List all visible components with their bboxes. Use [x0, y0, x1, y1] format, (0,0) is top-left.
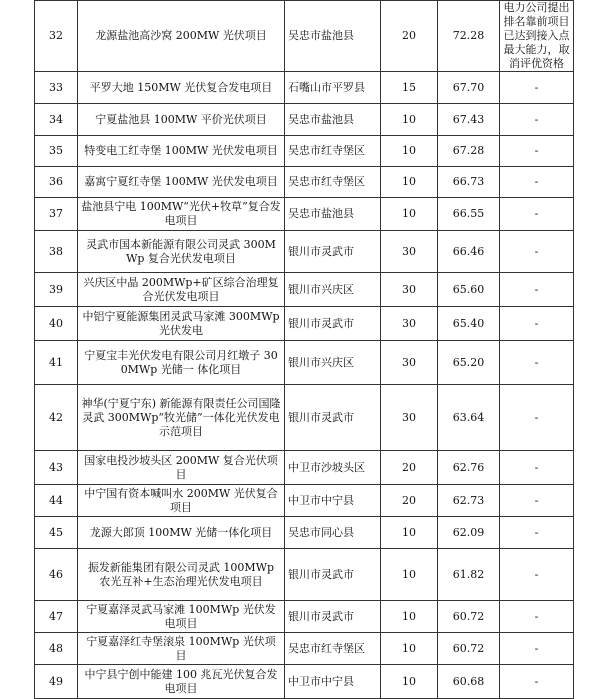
row-number: 47 [35, 601, 78, 633]
table-row [35, 633, 574, 665]
project-location: 银川市灵武市 [285, 385, 381, 451]
project-name: 龙源大郎顶 100MW 光储一体化项目 [78, 517, 285, 549]
project-score: 61.82 [438, 549, 500, 601]
project-score: 60.72 [438, 633, 500, 665]
project-note: - [500, 273, 574, 307]
project-location: 吴忠市同心县 [285, 517, 381, 549]
project-name: 国家电投沙坡头区 200MW 复合光伏项目 [78, 451, 285, 485]
project-capacity: 30 [381, 385, 438, 451]
row-number: 41 [35, 341, 78, 385]
project-score: 65.60 [438, 273, 500, 307]
project-note: - [500, 104, 574, 136]
project-capacity: 20 [381, 1, 438, 72]
project-capacity: 30 [381, 307, 438, 341]
project-score: 66.46 [438, 231, 500, 273]
project-name: 兴庆区中晶 200MWp+矿区综合治理复合光伏发电项目 [78, 273, 285, 307]
project-capacity: 10 [381, 633, 438, 665]
project-score: 62.76 [438, 451, 500, 485]
project-name: 神华(宁夏宁东) 新能源有限责任公司国隆灵武 300MWp“牧光储”一体化光伏发电示范项目 [78, 385, 285, 451]
table-row [35, 549, 574, 601]
project-name: 中宁县宁创中能建 100 兆瓦光伏复合发电项目 [78, 665, 285, 699]
project-score: 65.20 [438, 341, 500, 385]
table-row [35, 451, 574, 485]
project-score: 72.28 [438, 1, 500, 72]
table-row [35, 104, 574, 136]
project-capacity: 10 [381, 517, 438, 549]
project-note: - [500, 385, 574, 451]
project-name: 振发新能集团有限公司灵武 100MWp 农光互补+生态治理光伏发电项目 [78, 549, 285, 601]
project-location: 吴忠市盐池县 [285, 1, 381, 72]
project-location: 银川市灵武市 [285, 549, 381, 601]
project-location: 吴忠市红寺堡区 [285, 633, 381, 665]
project-capacity: 30 [381, 341, 438, 385]
row-number: 35 [35, 136, 78, 167]
project-score: 62.73 [438, 485, 500, 517]
project-score: 63.64 [438, 385, 500, 451]
project-name: 龙源盐池高沙窝 200MW 光伏项目 [78, 1, 285, 72]
table-row [35, 231, 574, 273]
row-number: 48 [35, 633, 78, 665]
project-score: 65.40 [438, 307, 500, 341]
project-name: 中铝宁夏能源集团灵武马家滩 300MWp 光伏发电 [78, 307, 285, 341]
project-location: 银川市灵武市 [285, 307, 381, 341]
project-note: - [500, 665, 574, 699]
row-number: 37 [35, 198, 78, 231]
project-note: - [500, 451, 574, 485]
project-location: 石嘴山市平罗县 [285, 72, 381, 104]
project-location: 吴忠市红寺堡区 [285, 167, 381, 198]
table-row [35, 665, 574, 699]
project-note: - [500, 231, 574, 273]
project-capacity: 10 [381, 549, 438, 601]
project-note: - [500, 633, 574, 665]
project-capacity: 10 [381, 665, 438, 699]
table-row [35, 517, 574, 549]
project-location: 中卫市沙坡头区 [285, 451, 381, 485]
row-number: 43 [35, 451, 78, 485]
project-name: 宁夏宝丰光伏发电有限公司月红墩子 300MWp 光储一 体化项目 [78, 341, 285, 385]
project-location: 中卫市中宁县 [285, 485, 381, 517]
table-row [35, 307, 574, 341]
row-number: 34 [35, 104, 78, 136]
project-note: - [500, 517, 574, 549]
project-score: 60.68 [438, 665, 500, 699]
project-note: - [500, 72, 574, 104]
project-name: 宁夏嘉泽红寺堡滚泉 100MWp 光伏项目 [78, 633, 285, 665]
project-score: 66.73 [438, 167, 500, 198]
table-row [35, 601, 574, 633]
project-name: 盐池县宁电 100MW“光伏+牧草”复合发电项目 [78, 198, 285, 231]
project-location: 银川市灵武市 [285, 231, 381, 273]
project-name: 中宁国有资本喊叫水 200MW 光伏复合项目 [78, 485, 285, 517]
project-note: - [500, 167, 574, 198]
project-name: 宁夏嘉泽灵武马家滩 100MWp 光伏发电项目 [78, 601, 285, 633]
project-location: 银川市兴庆区 [285, 273, 381, 307]
project-score: 67.70 [438, 72, 500, 104]
row-number: 39 [35, 273, 78, 307]
table-row [35, 198, 574, 231]
project-name: 灵武市国本新能源有限公司灵武 300MWp 复合光伏发电项目 [78, 231, 285, 273]
project-score: 60.72 [438, 601, 500, 633]
table-row [35, 385, 574, 451]
project-location: 吴忠市红寺堡区 [285, 136, 381, 167]
project-score: 67.43 [438, 104, 500, 136]
table-row [35, 1, 574, 72]
project-capacity: 10 [381, 601, 438, 633]
project-name: 平罗大地 150MW 光伏复合发电项目 [78, 72, 285, 104]
project-note: - [500, 485, 574, 517]
project-location: 吴忠市盐池县 [285, 104, 381, 136]
table-row [35, 341, 574, 385]
project-location: 中卫市中宁县 [285, 665, 381, 699]
row-number: 32 [35, 1, 78, 72]
project-capacity: 10 [381, 104, 438, 136]
project-capacity: 30 [381, 273, 438, 307]
project-score: 67.28 [438, 136, 500, 167]
project-note: - [500, 601, 574, 633]
row-number: 49 [35, 665, 78, 699]
project-name: 嘉寓宁夏红寺堡 100MW 光伏发电项目 [78, 167, 285, 198]
project-ranking-table [34, 0, 574, 699]
project-score: 62.09 [438, 517, 500, 549]
row-number: 46 [35, 549, 78, 601]
project-note: - [500, 136, 574, 167]
row-number: 33 [35, 72, 78, 104]
row-number: 36 [35, 167, 78, 198]
project-capacity: 10 [381, 198, 438, 231]
project-note: 电力公司提出排名靠前项目已达到接入点最大能力，取消评优资格 [500, 1, 574, 72]
project-location: 吴忠市盐池县 [285, 198, 381, 231]
project-note: - [500, 307, 574, 341]
table-row [35, 136, 574, 167]
table-row [35, 167, 574, 198]
project-location: 银川市灵武市 [285, 601, 381, 633]
project-note: - [500, 198, 574, 231]
project-score: 66.55 [438, 198, 500, 231]
row-number: 45 [35, 517, 78, 549]
row-number: 42 [35, 385, 78, 451]
project-capacity: 10 [381, 136, 438, 167]
row-number: 44 [35, 485, 78, 517]
project-capacity: 10 [381, 167, 438, 198]
row-number: 40 [35, 307, 78, 341]
project-capacity: 15 [381, 72, 438, 104]
table-row [35, 273, 574, 307]
project-capacity: 30 [381, 231, 438, 273]
row-number: 38 [35, 231, 78, 273]
table-row [35, 72, 574, 104]
table-row [35, 485, 574, 517]
project-capacity: 20 [381, 451, 438, 485]
project-note: - [500, 549, 574, 601]
project-capacity: 20 [381, 485, 438, 517]
project-location: 银川市兴庆区 [285, 341, 381, 385]
project-note: - [500, 341, 574, 385]
project-name: 宁夏盐池县 100MW 平价光伏项目 [78, 104, 285, 136]
project-name: 特变电工红寺堡 100MW 光伏发电项目 [78, 136, 285, 167]
